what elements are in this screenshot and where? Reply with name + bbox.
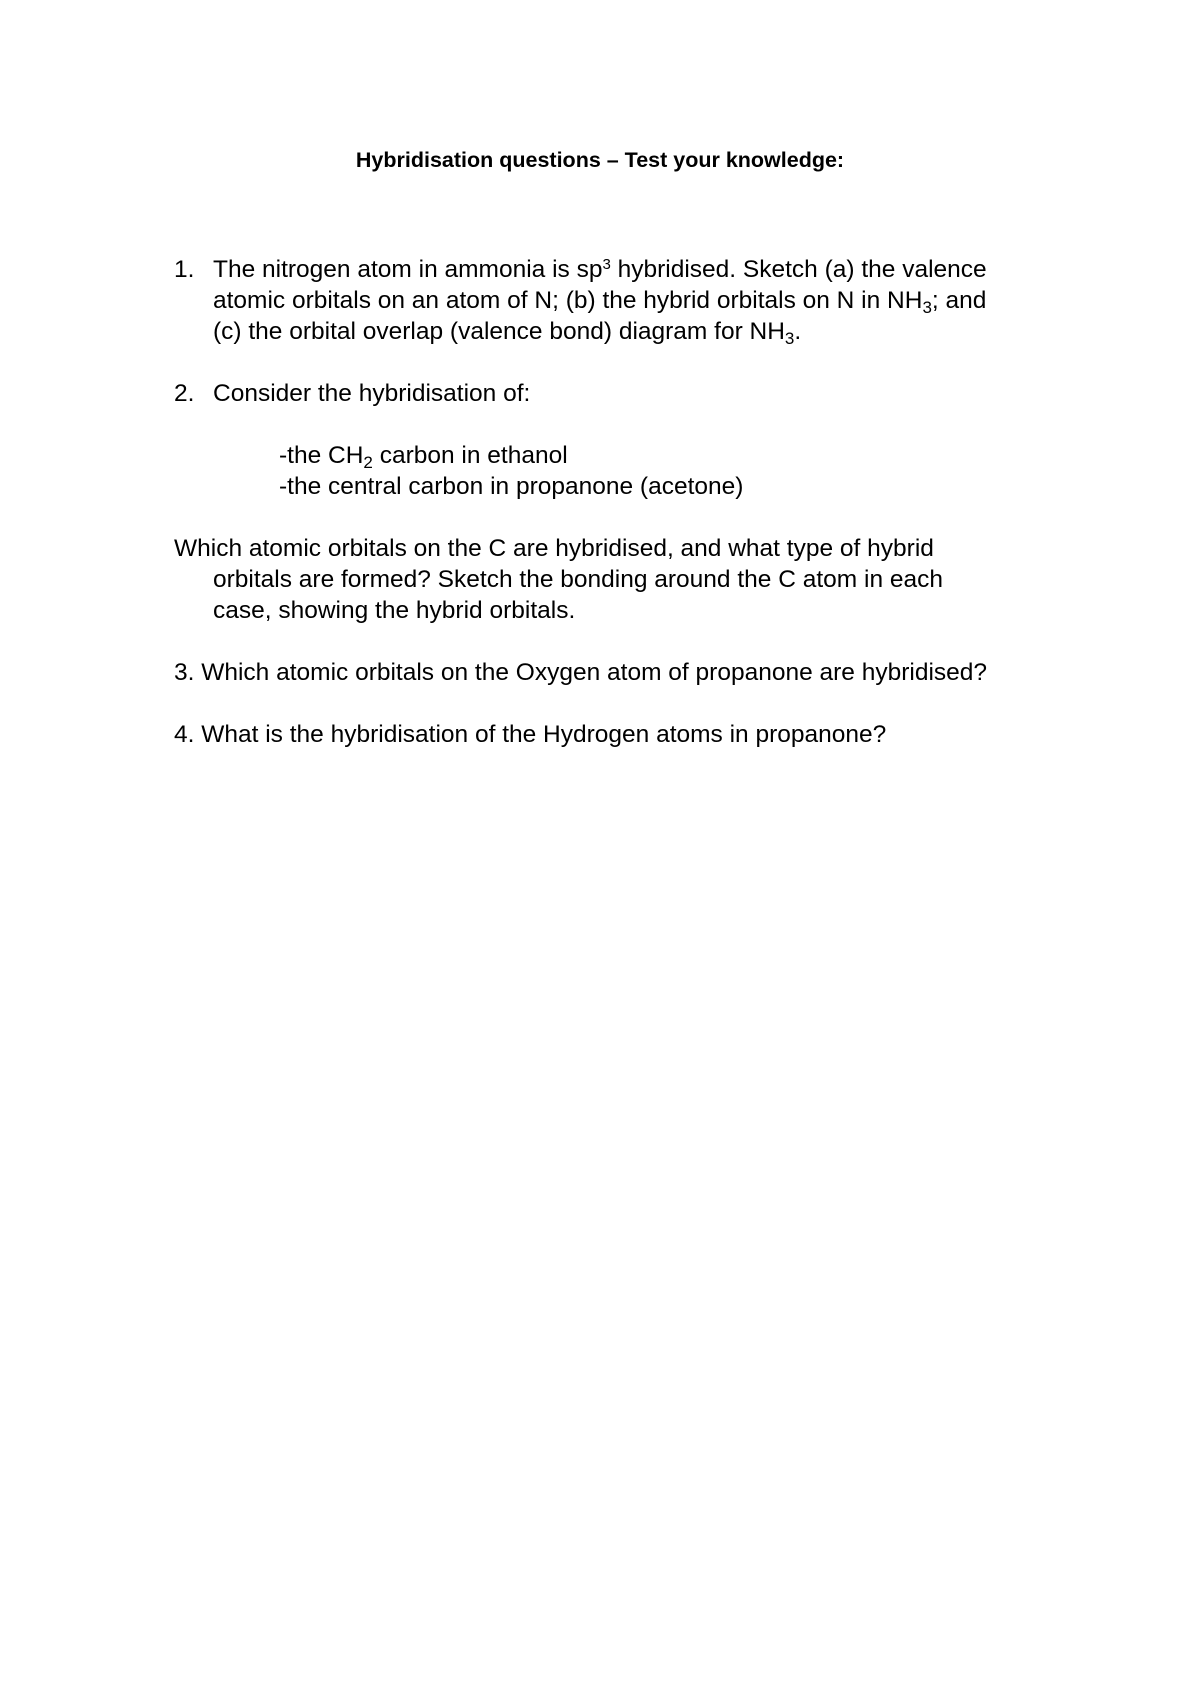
question-1-text: The nitrogen atom in ammonia is sp (213, 256, 603, 283)
question-1-line-3 (213, 317, 801, 347)
question-3: 3. Which atomic orbitals on the Oxygen atom of propanone are hybridised? (174, 659, 988, 686)
question-1-text: atomic orbitals on an atom of N; (b) the hybrid orbitals on N in NH (213, 287, 923, 314)
page-title: Hybridisation questions – Test your knowledge: (355, 148, 845, 172)
question-1-line-2 (213, 286, 986, 316)
question-2-follow-line-1: Which atomic orbitals on the C are hybridised, and what type of hybrid (174, 535, 934, 562)
question-2-item-2: -the central carbon in propanone (acetone) (279, 473, 744, 500)
superscript: 3 (602, 256, 611, 273)
item-text: carbon in ethanol (372, 442, 568, 469)
item-text: -the CH (279, 442, 364, 469)
question-2-follow-line-2: orbitals are formed? Sketch the bonding around the C atom in each (213, 566, 943, 593)
question-2-follow-line-3: case, showing the hybrid orbitals. (213, 597, 576, 624)
question-4: 4. What is the hybridisation of the Hydrogen atoms in propanone? (174, 721, 887, 748)
question-1-text: ; and (931, 287, 987, 314)
question-1-number: 1. (174, 256, 195, 283)
question-1-line-1 (213, 255, 987, 285)
subscript: 3 (784, 329, 795, 348)
question-2-item-1 (279, 441, 568, 471)
question-1-text: . (794, 318, 802, 345)
question-2-number: 2. (174, 380, 195, 407)
question-2-text: Consider the hybridisation of: (213, 380, 531, 407)
subscript: 3 (922, 298, 932, 317)
subscript: 2 (363, 453, 373, 472)
question-1-text: (c) the orbital overlap (valence bond) diagram for NH (213, 318, 785, 345)
question-1-text: hybridised. Sketch (a) the valence (610, 256, 987, 283)
